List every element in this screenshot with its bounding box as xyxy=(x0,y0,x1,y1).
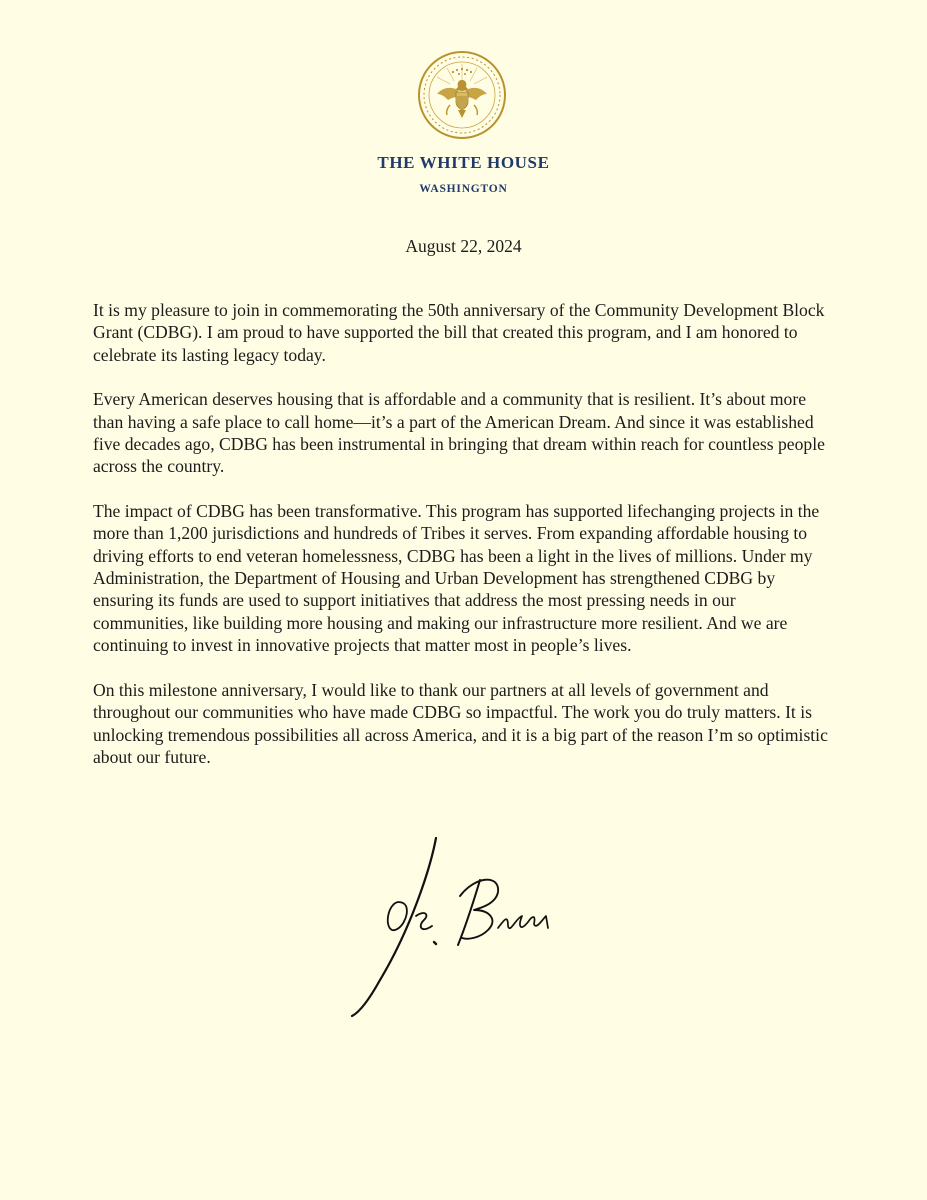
paragraph: Every American deserves housing that is affordable and a community that is resilient. It’s about more than having a safe place to call home—it’s a part of the American Dream. And since it was established five decades ago, CDBG has been instrumental in bringing that dream within reach for countless people across the country. xyxy=(93,389,825,477)
presidential-seal-icon xyxy=(417,50,507,140)
letterhead-city: WASHINGTON xyxy=(419,183,508,195)
handwritten-signature-icon xyxy=(340,830,560,1020)
paragraph: It is my pleasure to join in commemorating the 50th anniversary of the Community Development Block Grant (CDBG). I am proud to have supported the bill that created this program, and I am honored to celebrate its lasting legacy today. xyxy=(93,300,825,365)
paragraph: On this milestone anniversary, I would like to thank our partners at all levels of government and throughout our communities who have made CDBG so impactful. The work you do truly matters. It is unlocking tremendous possibilities all across America, and it is a big part of the reason I’m so optimistic about our future. xyxy=(93,679,828,767)
paragraph: The impact of CDBG has been transformative. This program has supported lifechanging projects in the more than 1,200 jurisdictions and hundreds of Tribes it serves. From expanding affordable housing to driving efforts to end veteran homelessness, CDBG has been a light in the lives of millions. Under my Administration, the Department of Housing and Urban Development has strengthened CDBG by ensuring its funds are used to support initiatives that address the most pressing needs in our communities, like building more housing and making our infrastructure more resilient. And we are continuing to invest in innovative projects that matter most in people’s lives. xyxy=(93,500,820,656)
letter-body xyxy=(93,299,833,790)
letterhead-organization: THE WHITE HOUSE xyxy=(377,153,550,172)
letter-date: August 22, 2024 xyxy=(405,236,522,256)
